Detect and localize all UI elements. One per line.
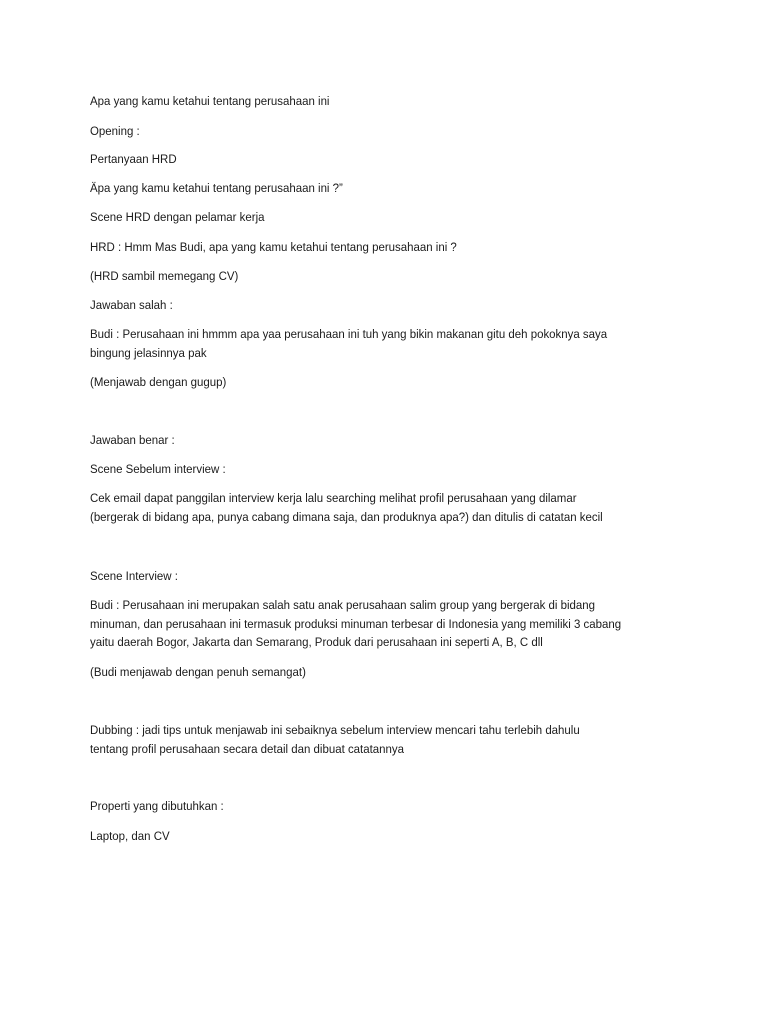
hrd-dialogue: HRD : Hmm Mas Budi, apa yang kamu ketahui tentang perusahaan ini ? bbox=[90, 240, 457, 254]
scene-before-interview: Scene Sebelum interview : bbox=[90, 462, 226, 476]
dubbing-text-2: tentang profil perusahaan secara detail dan dibuat catatannya bbox=[90, 742, 405, 756]
properties-heading: Properti yang dibutuhkan : bbox=[90, 799, 224, 813]
dubbing-text-1: Dubbing : jadi tips untuk menjawab ini sebaiknya sebelum interview mencari tahu terlebih dahulu bbox=[90, 723, 580, 737]
wrong-answer-dialogue-1: Budi : Perusahaan ini hmmm apa yaa perusahaan ini tuh yang bikin makanan gitu deh pokoknya saya bbox=[90, 327, 608, 341]
right-answer-heading: Jawaban benar : bbox=[90, 433, 175, 447]
opening-heading: Opening : bbox=[90, 124, 140, 138]
right-answer-direction: (Budi menjawab dengan penuh semangat) bbox=[90, 665, 306, 679]
scene-hrd-heading: Scene HRD dengan pelamar kerja bbox=[90, 210, 265, 224]
right-answer-dialogue-2: minuman, dan perusahaan ini termasuk produksi minuman terbesar di Indonesia yang memiliki 3 cabang bbox=[90, 617, 622, 631]
properties-list: Laptop, dan CV bbox=[90, 829, 170, 843]
right-answer-dialogue-3: yaitu daerah Bogor, Jakarta dan Semarang, Produk dari perusahaan ini seperti A, B, C dll bbox=[90, 635, 543, 649]
scene-interview-heading: Scene Interview : bbox=[90, 569, 178, 583]
hrd-question-text: Äpa yang kamu ketahui tentang perusahaan ini ?” bbox=[90, 181, 343, 195]
hrd-question-label: Pertanyaan HRD bbox=[90, 152, 177, 166]
wrong-answer-direction: (Menjawab dengan gugup) bbox=[90, 375, 227, 389]
document-body bbox=[90, 0, 692, 1024]
document-title: Apa yang kamu ketahui tentang perusahaan ini bbox=[90, 94, 330, 108]
hrd-stage-direction: (HRD sambil memegang CV) bbox=[90, 269, 239, 283]
wrong-answer-dialogue-2: bingung jelasinnya pak bbox=[90, 346, 207, 360]
before-interview-text-2: (bergerak di bidang apa, punya cabang dimana saja, dan produknya apa?) dan ditulis di catatan kecil bbox=[90, 510, 603, 524]
before-interview-text-1: Cek email dapat panggilan interview kerja lalu searching melihat profil perusahaan yang dilamar bbox=[90, 491, 577, 505]
wrong-answer-heading: Jawaban salah : bbox=[90, 298, 173, 312]
right-answer-dialogue-1: Budi : Perusahaan ini merupakan salah satu anak perusahaan salim group yang bergerak di bidang bbox=[90, 598, 596, 612]
